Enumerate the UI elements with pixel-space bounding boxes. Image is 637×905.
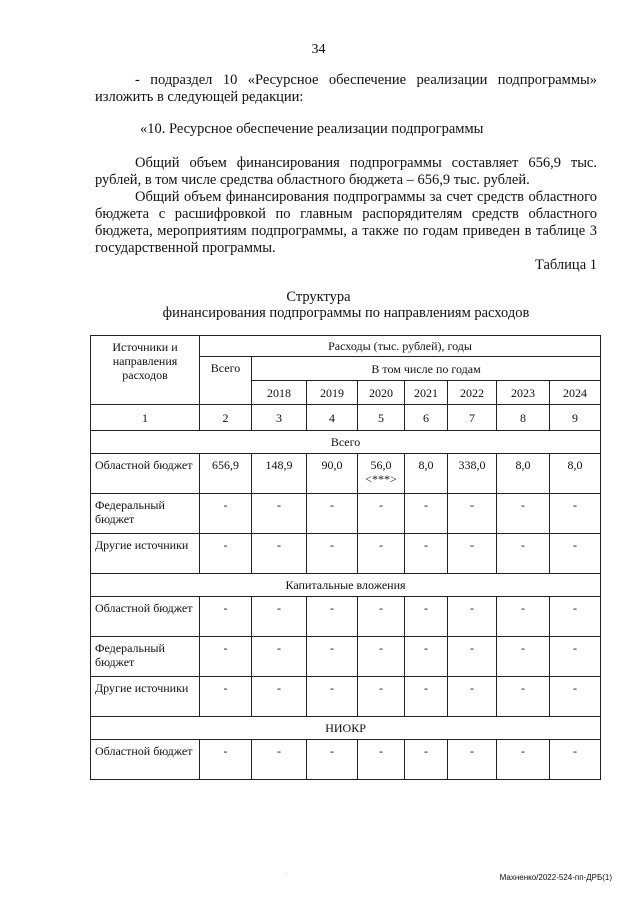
value-cell: -	[200, 534, 252, 574]
value-cell: -	[252, 534, 307, 574]
source-cell: Областной бюджет	[91, 740, 200, 780]
header-year: 2018	[252, 381, 307, 405]
value-cell: -	[358, 677, 405, 717]
column-number: 6	[405, 405, 448, 431]
value-cell: -	[405, 677, 448, 717]
table-row	[91, 677, 601, 717]
value-cell: -	[200, 637, 252, 677]
value-cell: -	[550, 740, 601, 780]
value-cell: -	[550, 534, 601, 574]
value-cell: 656,9	[200, 454, 252, 494]
header-year: 2024	[550, 381, 601, 405]
value-cell: 8,0	[550, 454, 601, 494]
section-title-cell: Капитальные вложения	[91, 574, 601, 597]
value-cell: -	[307, 637, 358, 677]
value-cell: -	[200, 494, 252, 534]
source-cell: Областной бюджет	[91, 597, 200, 637]
header-total: Всего	[200, 357, 252, 405]
value-cell: 8,0	[497, 454, 550, 494]
table-row	[91, 494, 601, 534]
section-row	[91, 431, 601, 454]
value-cell: -	[307, 597, 358, 637]
header-year: 2021	[405, 381, 448, 405]
source-cell: Областной бюджет	[91, 454, 200, 494]
value-cell: -	[252, 677, 307, 717]
source-cell: Федеральный бюджет	[91, 494, 200, 534]
footer-mark: ·	[285, 870, 288, 879]
header-year: 2022	[448, 381, 497, 405]
value-cell: -	[497, 534, 550, 574]
document-code: Махненко/2022-524-пп-ДРБ(1)	[499, 873, 612, 882]
column-number: 4	[307, 405, 358, 431]
table-label: Таблица 1	[534, 257, 597, 273]
value-cell: -	[550, 494, 601, 534]
value-cell: -	[405, 637, 448, 677]
section-row	[91, 717, 601, 740]
value-cell: -	[358, 740, 405, 780]
value-cell: -	[358, 597, 405, 637]
table-row	[91, 597, 601, 637]
column-number: 3	[252, 405, 307, 431]
header-year: 2019	[307, 381, 358, 405]
value-cell: -	[405, 740, 448, 780]
value-cell: -	[497, 740, 550, 780]
section-title: «10. Ресурсное обеспечение реализации подпрограммы	[140, 121, 484, 137]
value-cell: -	[550, 677, 601, 717]
intro-paragraph: - подраздел 10 «Ресурсное обеспечение реализации подпрограммы» изложить в следующей редакции:	[95, 72, 597, 105]
table-row	[91, 534, 601, 574]
section-title-cell: НИОКР	[91, 717, 601, 740]
header-sources: Источники и направления расходов	[91, 336, 200, 405]
value-cell: -	[252, 597, 307, 637]
value-cell: -	[497, 637, 550, 677]
table-row	[91, 740, 601, 780]
table-row	[91, 454, 601, 494]
value-cell: -	[405, 494, 448, 534]
financing-structure-table	[90, 335, 601, 780]
table-caption-subtitle: финансирования подпрограммы по направлениям расходов	[162, 305, 530, 321]
value-cell: -	[200, 677, 252, 717]
value-cell: 338,0	[448, 454, 497, 494]
source-cell: Другие источники	[91, 534, 200, 574]
value-cell: -	[307, 494, 358, 534]
value-cell: 8,0	[405, 454, 448, 494]
header-year: 2023	[497, 381, 550, 405]
value-cell: -	[405, 534, 448, 574]
source-cell: Федеральный бюджет	[91, 637, 200, 677]
value-cell: -	[200, 740, 252, 780]
column-number: 8	[497, 405, 550, 431]
table-caption-title: Структура	[286, 289, 351, 305]
section-title-cell: Всего	[91, 431, 601, 454]
header-expenses: Расходы (тыс. рублей), годы	[200, 336, 601, 357]
value-cell: -	[448, 637, 497, 677]
value-cell: -	[550, 597, 601, 637]
value-cell: -	[497, 494, 550, 534]
column-number: 5	[358, 405, 405, 431]
value-cell: -	[252, 494, 307, 534]
value-cell: -	[497, 677, 550, 717]
value-cell: -	[550, 637, 601, 677]
value-cell: -	[307, 740, 358, 780]
value-cell: -	[448, 534, 497, 574]
column-number: 1	[91, 405, 200, 431]
value-cell: -	[448, 740, 497, 780]
source-cell: Другие источники	[91, 677, 200, 717]
column-number: 2	[200, 405, 252, 431]
value-cell: -	[497, 597, 550, 637]
value-cell: -	[448, 597, 497, 637]
value-cell: 56,0 <***>	[358, 454, 405, 494]
value-cell: -	[358, 494, 405, 534]
value-cell: -	[307, 677, 358, 717]
header-year: 2020	[358, 381, 405, 405]
header-by-years: В том числе по годам	[252, 357, 601, 381]
value-cell: -	[358, 637, 405, 677]
value-cell: -	[252, 637, 307, 677]
value-cell: -	[448, 677, 497, 717]
table-row	[91, 637, 601, 677]
value-cell: 90,0	[307, 454, 358, 494]
total-financing-paragraph: Общий объем финансирования подпрограммы составляет 656,9 тыс. рублей, в том числе средства областного бюджета – 656,9 тыс. рублей.	[95, 155, 597, 188]
value-cell: -	[307, 534, 358, 574]
column-number: 7	[448, 405, 497, 431]
section-row	[91, 574, 601, 597]
page-number: 34	[311, 42, 326, 57]
value-cell: -	[200, 597, 252, 637]
value-cell: 148,9	[252, 454, 307, 494]
value-cell: -	[448, 494, 497, 534]
value-cell: -	[405, 597, 448, 637]
value-cell: -	[358, 534, 405, 574]
value-cell: -	[252, 740, 307, 780]
financing-detail-paragraph: Общий объем финансирования подпрограммы за счет средств областного бюджета с расшифровкой по главным распорядителям средств областного бюджета, мероприятиям подпрограммы, а также по годам приведен в таблице 3 государственной программы.	[95, 189, 597, 256]
column-number: 9	[550, 405, 601, 431]
